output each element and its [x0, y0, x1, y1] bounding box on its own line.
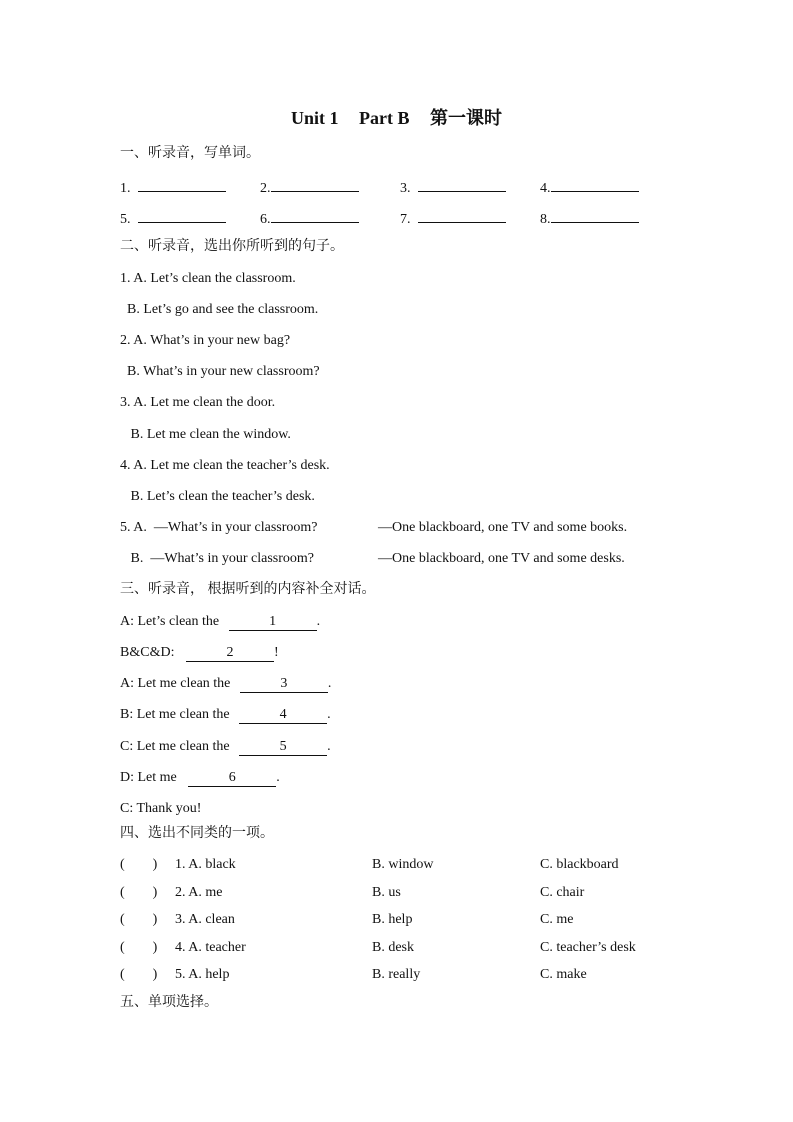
section-3-heading: 三、听录音， 根据听到的内容补全对话。 [120, 582, 376, 597]
dialogue-text: A: Let me clean the [120, 676, 234, 691]
answer-line[interactable] [138, 177, 226, 192]
title-lesson: 第一课时 [430, 108, 502, 128]
blank-number: 4 [279, 707, 287, 722]
answer-paren[interactable]: ( ) [120, 912, 158, 927]
item-number: 4. [540, 181, 551, 196]
blank-number: 2 [226, 645, 234, 660]
option-b: B. window [372, 857, 434, 872]
word-blank-7[interactable] [400, 208, 506, 229]
option-a: 1. A. black [175, 857, 236, 872]
dialogue-blank[interactable] [186, 645, 274, 662]
dialogue-blank[interactable] [229, 614, 317, 631]
blank-number: 5 [279, 739, 287, 754]
section-5-heading: 五、单项选择。 [120, 995, 218, 1010]
blank-number: 6 [228, 770, 236, 785]
item-number: 8. [540, 212, 551, 227]
dialogue-line-3 [120, 675, 331, 693]
option-a: 2. A. me [175, 885, 223, 900]
sentence-option: 4. A. Let me clean the teacher’s desk. [120, 458, 330, 473]
section-1-heading: 一、听录音，写单词。 [120, 146, 260, 161]
punctuation: . [327, 676, 332, 691]
dialogue-text: C: Let me clean the [120, 739, 234, 754]
dialogue-blank[interactable] [240, 676, 328, 693]
punctuation: . [327, 739, 331, 754]
answer-line[interactable] [418, 177, 506, 192]
word-blank-5[interactable] [120, 208, 226, 229]
option-a: 4. A. teacher [175, 940, 246, 955]
sentence-option: B. Let’s go and see the classroom. [120, 302, 319, 317]
sentence-option: 2. A. What’s in your new bag? [120, 333, 291, 348]
option-a: 5. A. help [175, 967, 230, 982]
word-blank-1[interactable] [120, 177, 226, 198]
dialogue-blank[interactable] [188, 770, 276, 787]
dialogue-line-7: C: Thank you! [120, 801, 202, 816]
dialogue-line-6 [120, 769, 280, 787]
answer-paren[interactable]: ( ) [120, 967, 158, 982]
dialogue-text: A: Let’s clean the [120, 614, 223, 629]
word-blank-2[interactable] [260, 177, 359, 198]
punctuation: . [316, 614, 321, 629]
sentence-option: B. Let’s clean the teacher’s desk. [120, 489, 315, 504]
item-number: 1. [120, 181, 131, 196]
item-number: 3. [400, 181, 411, 196]
answer-line[interactable] [138, 208, 226, 223]
word-blank-4[interactable] [540, 177, 639, 198]
answer-line[interactable] [551, 208, 639, 223]
answer-paren[interactable]: ( ) [120, 885, 158, 900]
blank-number: 1 [269, 614, 277, 629]
option-b: B. really [372, 967, 421, 982]
sentence-option-5a-question: 5. A. —What’s in your classroom? [120, 520, 318, 535]
dialogue-line-1 [120, 613, 320, 631]
option-b: B. help [372, 912, 413, 927]
answer-line[interactable] [418, 208, 506, 223]
option-b: B. us [372, 885, 401, 900]
item-number: 2. [260, 181, 271, 196]
title-unit: Unit 1 [291, 108, 339, 128]
dialogue-text: D: Let me [120, 770, 181, 785]
word-blank-3[interactable] [400, 177, 506, 198]
dialogue-text: B&C&D: [120, 645, 178, 660]
option-c: C. me [540, 912, 574, 927]
sentence-option: B. Let me clean the window. [120, 427, 291, 442]
option-c: C. chair [540, 885, 585, 900]
section-2-heading: 二、听录音，选出你所听到的句子。 [120, 239, 344, 254]
dialogue-line-4 [120, 706, 331, 724]
sentence-option-5b-answer: —One blackboard, one TV and some desks. [378, 551, 625, 566]
answer-paren[interactable]: ( ) [120, 940, 158, 955]
dialogue-text: B: Let me clean the [120, 707, 234, 722]
item-number: 6. [260, 212, 271, 227]
section-4-heading: 四、选出不同类的一项。 [120, 826, 274, 841]
item-number: 5. [120, 212, 131, 227]
word-blank-8[interactable] [540, 208, 639, 229]
answer-line[interactable] [551, 177, 639, 192]
item-number: 7. [400, 212, 411, 227]
punctuation: . [327, 707, 331, 722]
punctuation: . [276, 770, 280, 785]
option-b: B. desk [372, 940, 414, 955]
dialogue-blank[interactable] [239, 707, 327, 724]
answer-paren[interactable]: ( ) [120, 857, 158, 872]
punctuation: ! [273, 645, 279, 660]
option-c: C. teacher’s desk [540, 940, 636, 955]
sentence-option-5a-answer: —One blackboard, one TV and some books. [378, 520, 628, 535]
option-c: C. blackboard [540, 857, 619, 872]
sentence-option: 1. A. Let’s clean the classroom. [120, 271, 296, 286]
title-part: Part B [359, 108, 410, 128]
answer-line[interactable] [271, 177, 359, 192]
word-blank-6[interactable] [260, 208, 359, 229]
sentence-option-5b-question: B. —What’s in your classroom? [120, 551, 315, 566]
option-c: C. make [540, 967, 587, 982]
blank-number: 3 [280, 676, 288, 691]
dialogue-line-5 [120, 738, 331, 756]
sentence-option: 3. A. Let me clean the door. [120, 395, 276, 410]
dialogue-line-2 [120, 644, 279, 662]
page-title [0, 104, 793, 130]
dialogue-blank[interactable] [239, 739, 327, 756]
option-a: 3. A. clean [175, 912, 235, 927]
answer-line[interactable] [271, 208, 359, 223]
sentence-option: B. What’s in your new classroom? [120, 364, 320, 379]
